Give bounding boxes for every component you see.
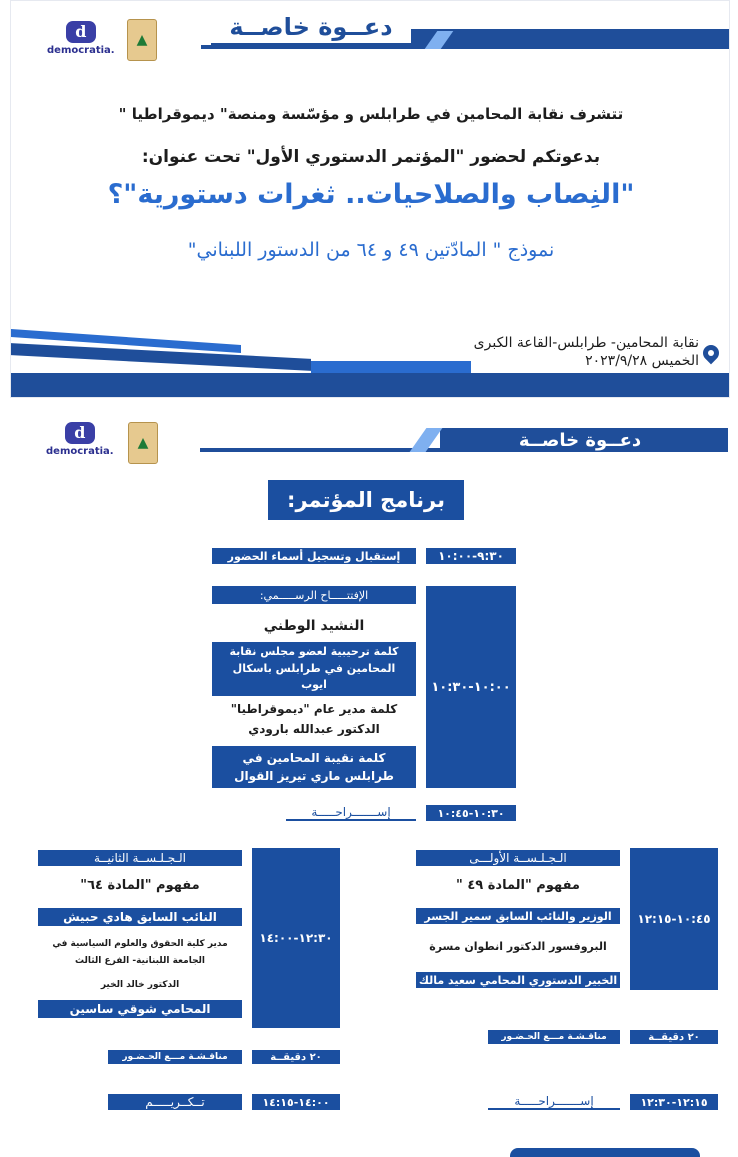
session1-speaker-3: الخبير الدستوري المحامي سعيد مالك	[416, 972, 620, 988]
session2-speaker-1: النائب السابق هادي حبيش	[38, 908, 242, 926]
program-democratia-logo-mark: d	[65, 422, 95, 444]
session2-speaker-2-name: الدكتور خالد الخير	[100, 980, 180, 990]
session1-discussion-duration: ٢٠ دقيقــة	[630, 1030, 718, 1044]
location-text: نقابة المحامين- طرابلس-القاعة الكبرى	[473, 335, 699, 351]
reception-time: ٩:٣٠-١٠:٠٠	[426, 548, 516, 564]
session1-topic: مفهوم "المادة ٤٩ "	[456, 878, 580, 893]
honoring-label: تــكــريـــــم	[108, 1094, 242, 1110]
invitation-card	[10, 0, 730, 398]
session1-speaker-2: البروفسور الدكتور انطوان مسرة	[429, 940, 607, 953]
session2-time: ١٢:٣٠-١٤:٠٠	[252, 848, 340, 1028]
democratia-logo-mark: d	[66, 21, 96, 43]
program-bar-association-logo	[128, 422, 158, 464]
opening-speech-3: كلمة نقيبة المحامين في طرابلس ماري تيريز القوال	[212, 746, 416, 788]
bar-association-logo	[127, 19, 157, 61]
opening-speech-2-name: الدكتور عبدالله بارودي	[248, 722, 380, 736]
session1-time: ١٠:٤٥-١٢:١٥	[630, 848, 718, 990]
cedar-icon: ▲	[136, 32, 148, 48]
invite-line-2: بدعوتكم لحضور "المؤتمر الدستوري الأول" تحت عنوان:	[141, 147, 601, 167]
session1-title: الـجـلـســة الأولـــى	[416, 850, 620, 866]
program-democratia-logo	[46, 422, 114, 457]
honoring-time: ١٤:٠٠-١٤:١٥	[252, 1094, 340, 1110]
program-banner-title: دعــوة خاصــة	[518, 430, 642, 451]
reception-label: إستقبال وتسجيل أسماء الحضور	[212, 548, 416, 564]
opening-speech-2-title: كلمة مدير عام "ديموقراطيا"	[230, 702, 398, 716]
program-header-line	[200, 448, 440, 452]
program-cedar-icon: ▲	[137, 435, 149, 451]
opening-title: الإفتتـــــاح الرســـــمي:	[212, 586, 416, 604]
wave-4	[311, 361, 471, 373]
democratia-logo	[47, 21, 115, 56]
opening-time: ١٠:٠٠-١٠:٣٠	[426, 586, 516, 788]
invite-line-1: تتشرف نقابة المحامين في طرابلس و مؤسّسة ومنصة" ديموقراطيا "	[118, 105, 624, 123]
opening-speech-1: كلمة ترحيبية لعضو مجلس نقابة المحامين في طرابلس باسكال ايوب	[212, 642, 416, 696]
session1-discussion-label: مناقـشـة مـــع الحـضـور	[488, 1030, 620, 1044]
title-underline	[211, 43, 411, 46]
program-heading: برنامج المؤتمر:	[268, 480, 464, 520]
democratia-logo-word: democratia.	[47, 45, 115, 56]
program-card	[10, 400, 728, 1157]
banner-title: دعــوة خاصــة	[229, 13, 393, 41]
session1-speaker-1: الوزير والنائب السابق سمير الجسر	[416, 908, 620, 924]
session2-discussion-label: مناقـشـة مـــع الحـضـور	[108, 1050, 242, 1064]
break1-label: إســـــــراحـــــة	[286, 805, 416, 821]
wave-3	[11, 373, 729, 397]
date-text: الخميس ٢٠٢٣/٩/٢٨	[585, 353, 699, 369]
session2-title: الـجـلـســة الثانيــة	[38, 850, 242, 866]
break1-time: ١٠:٣٠-١٠:٤٥	[426, 805, 516, 821]
bottom-decoration	[510, 1148, 700, 1157]
program-democratia-logo-word: democratia.	[46, 446, 114, 457]
break2-label: إســـــــراحـــــة	[488, 1094, 620, 1110]
break2-time: ١٢:١٥-١٢:٣٠	[630, 1094, 718, 1110]
opening-anthem: النشيد الوطني	[263, 618, 365, 634]
session2-topic: مفهوم "المادة ٦٤"	[80, 878, 200, 893]
session2-speaker-2-role: مدير كلية الحقوق والعلوم السياسية في الجامعة اللبنانية- الفرع الثالث	[52, 939, 228, 967]
session2-discussion-duration: ٢٠ دقيقــة	[252, 1050, 340, 1064]
location-pin-icon	[700, 342, 723, 365]
session2-speaker-3: المحامي شوقي ساسين	[38, 1000, 242, 1018]
invite-headline: "النِصاب والصلاحيات.. ثغرات دستورية"؟	[107, 179, 635, 210]
invite-subheadline: نموذج " المادّتين ٤٩ و ٦٤ من الدستور اللبناني"	[187, 239, 555, 261]
